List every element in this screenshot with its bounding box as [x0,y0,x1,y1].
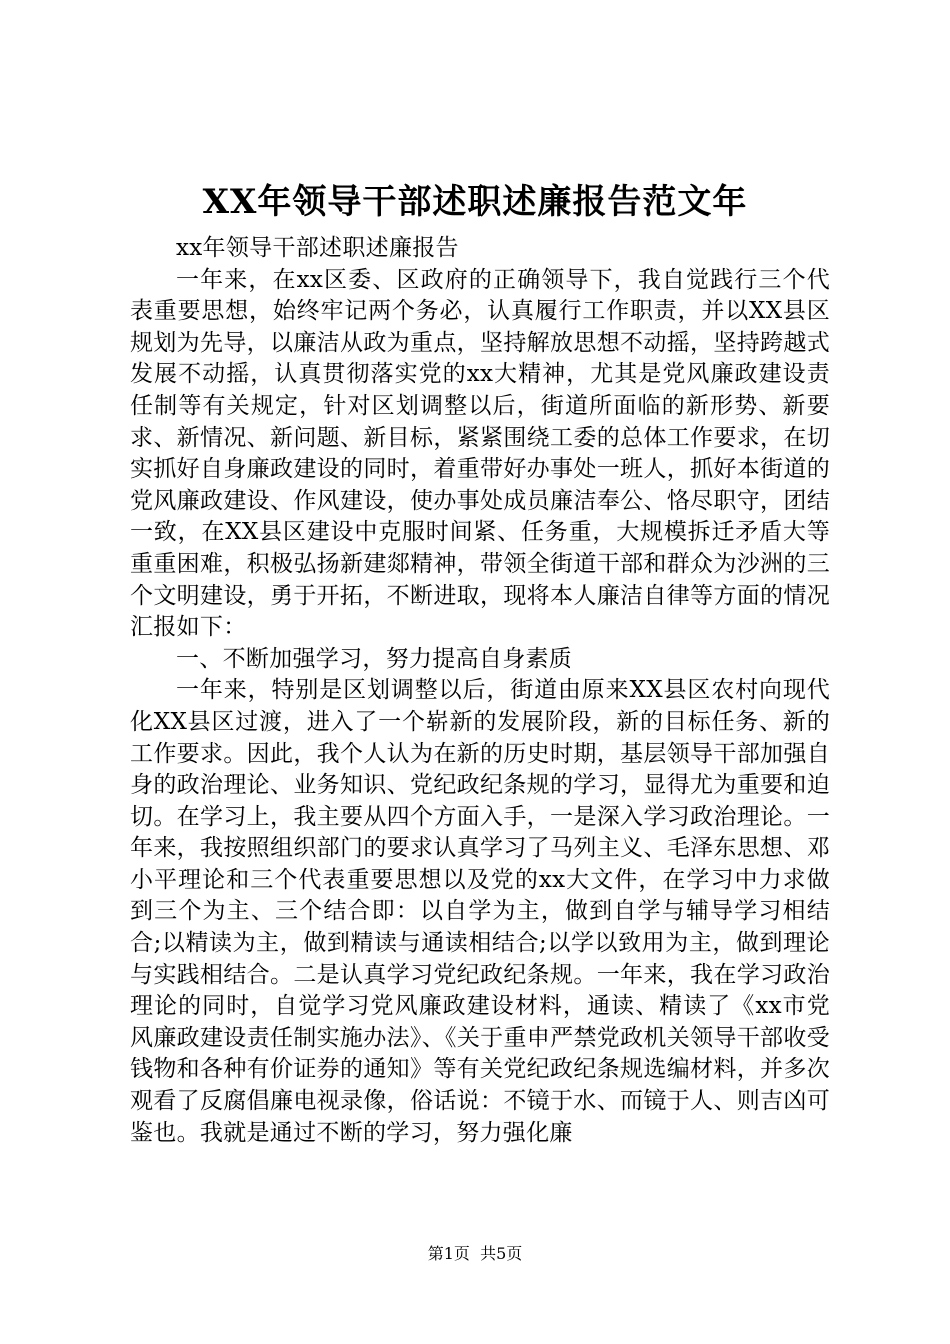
document-title: XX年领导干部述职述廉报告范文年 [202,182,748,222]
intro-paragraph: 一年来，在xx区委、区政府的正确领导下，我自觉践行三个代表重要思想，始终牢记两个务必，认真履行工作职责，并以XX县区规划为先导，以廉洁从政为重点，坚持解放思想不动摇，坚持跨越式发展不动摇，认真贯彻落实党的xx大精神，尤其是党风廉政建设责任制等有关规定，针对区划调整以后，街道所面临的新形势、新要求、新情况、新问题、新目标，紧紧围绕工委的总体工作要求，在切实抓好自身廉政建设的同时，着重带好办事处一班人，抓好本街道的党风廉政建设、作风建设，使办事处成员廉洁奉公、恪尽职守，团结一致，在XX县区建设中克服时间紧、任务重，大规模拆迁矛盾大等重重困难，积极弘扬新建郯精神，带领全街道干部和群众为沙洲的三个文明建设，勇于开拓，不断进取，现将本人廉洁自律等方面的情况汇报如下： [130,266,830,641]
section-paragraph: 一年来，特别是区划调整以后，街道由原来XX县区农村向现代化XX县区过渡，进入了一个崭新的发展阶段，新的目标任务、新的工作要求。因此，我个人认为在新的历史时期，基层领导干部加强自身的政治理论、业务知识、党纪政纪条规的学习，显得尤为重要和迫切。在学习上，我主要从四个方面入手，一是深入学习政治理论。一年来，我按照组织部门的要求认真学习了马列主义、毛泽东思想、邓小平理论和三个代表重要思想以及党的xx大文件，在学习中力求做到三个为主、三个结合即：以自学为主，做到自学与辅导学习相结合;以精读为主，做到精读与通读相结合;以学以致用为主，做到理论与实践相结合。二是认真学习党纪政纪条规。一年来，我在学习政治理论的同时，自觉学习党风廉政建设材料，通读、精读了《xx市党风廉政建设责任制实施办法》、《关于重申严禁党政机关领导干部收受钱物和各种有价证券的通知》等有关党纪政纪条规选编材料，并多次观看了反腐倡廉电视录像，俗话说：不镜于水、而镜于人、则吉凶可鉴也。我就是通过不断的学习，努力强化廉 [130,677,830,1146]
page-footer: 第1页 共5页 [427,1244,523,1263]
report-subtitle: xx年领导干部述职述廉报告 [176,235,459,261]
section-heading: 一、不断加强学习，努力提高自身素质 [176,645,573,672]
document-body [130,233,830,1149]
